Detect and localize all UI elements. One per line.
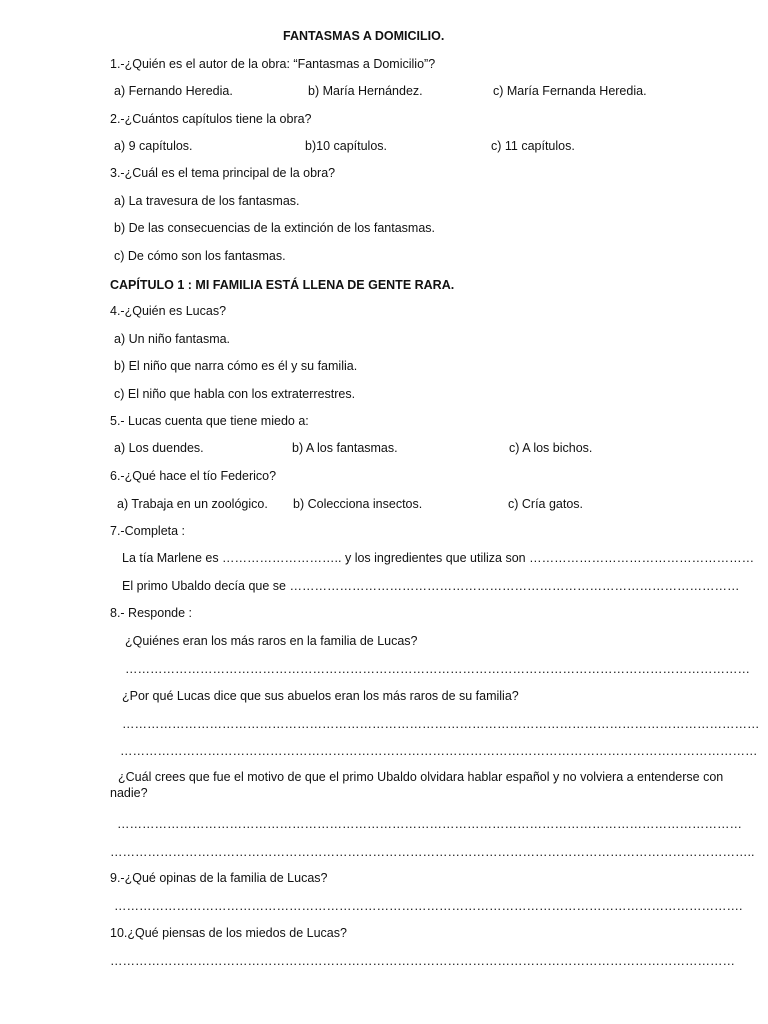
q8-answer-line-2a: ……………………………………………………………………………………………………………………………………… — [122, 717, 760, 731]
q8-answer-line-1: …………………………………………………………………………………………………………………………………… — [125, 662, 750, 676]
q2-option-c: c) 11 capítulos. — [491, 139, 575, 153]
question-3: 3.-¿Cuál es el tema principal de la obra? — [110, 166, 336, 180]
chapter-1-heading: CAPÍTULO 1 : MI FAMILIA ESTÁ LLENA DE GENTE RARA. — [110, 278, 455, 292]
q8-subquestion-2: ¿Por qué Lucas dice que sus abuelos eran los más raros de su familia? — [122, 689, 519, 703]
q8-answer-line-3b: ……………………………………………………………………………………………………………………………………….. — [110, 845, 755, 859]
q1-option-b: b) María Hernández. — [308, 84, 423, 98]
q9-answer-line: ……………………………………………………………………………………………………………………………………. — [114, 899, 743, 913]
q8-answer-line-3a: …………………………………………………………………………………………………………………………………… — [117, 817, 742, 831]
question-9: 9.-¿Qué opinas de la familia de Lucas? — [110, 871, 328, 885]
question-2: 2.-¿Cuántos capítulos tiene la obra? — [110, 112, 312, 126]
q7-fill-line-1: La tía Marlene es ……………………….. y los ingredientes que utiliza son ……………………………………………… — [122, 551, 755, 565]
q1-option-c: c) María Fernanda Heredia. — [493, 84, 647, 98]
page-title: FANTASMAS A DOMICILIO. — [283, 29, 445, 43]
q7-fill-line-2: El primo Ubaldo decía que se ……………………………………………………………………………………………… — [122, 579, 740, 593]
q5-option-c: c) A los bichos. — [509, 441, 593, 455]
q2-option-a: a) 9 capítulos. — [114, 139, 193, 153]
q8-answer-line-2b: ……………………………………………………………………………………………………………………………………… — [120, 744, 758, 758]
q10-answer-line: …………………………………………………………………………………………………………………………………… — [110, 954, 735, 968]
question-6: 6.-¿Qué hace el tío Federico? — [110, 469, 277, 483]
q3-option-a: a) La travesura de los fantasmas. — [114, 194, 300, 208]
q5-option-b: b) A los fantasmas. — [292, 441, 398, 455]
q4-option-c: c) El niño que habla con los extraterrestres. — [114, 387, 356, 401]
q2-option-b: b)10 capítulos. — [305, 139, 387, 153]
q6-option-b: b) Colecciona insectos. — [293, 497, 423, 511]
q6-option-a: a) Trabaja en un zoológico. — [117, 497, 268, 511]
question-8-heading: 8.- Responde : — [110, 606, 192, 620]
q8-subquestion-3: ¿Cuál crees que fue el motivo de que el primo Ubaldo olvidara hablar español y no volviera a entenderse con nadie? — [110, 770, 724, 800]
question-1: 1.-¿Quién es el autor de la obra: “Fantasmas a Domicilio”? — [110, 57, 436, 71]
q1-option-a: a) Fernando Heredia. — [114, 84, 233, 98]
q4-option-b: b) El niño que narra cómo es él y su familia. — [114, 359, 358, 373]
question-10: 10.¿Qué piensas de los miedos de Lucas? — [110, 926, 347, 940]
question-7-heading: 7.-Completa : — [110, 524, 186, 538]
q3-option-b: b) De las consecuencias de la extinción de los fantasmas. — [114, 221, 436, 235]
q4-option-a: a) Un niño fantasma. — [114, 332, 231, 346]
q8-subquestion-1: ¿Quiénes eran los más raros en la familia de Lucas? — [125, 634, 418, 648]
q6-option-c: c) Cría gatos. — [508, 497, 584, 511]
question-5: 5.- Lucas cuenta que tiene miedo a: — [110, 414, 309, 428]
q5-option-a: a) Los duendes. — [114, 441, 204, 455]
q3-option-c: c) De cómo son los fantasmas. — [114, 249, 286, 263]
question-4: 4.-¿Quién es Lucas? — [110, 304, 227, 318]
